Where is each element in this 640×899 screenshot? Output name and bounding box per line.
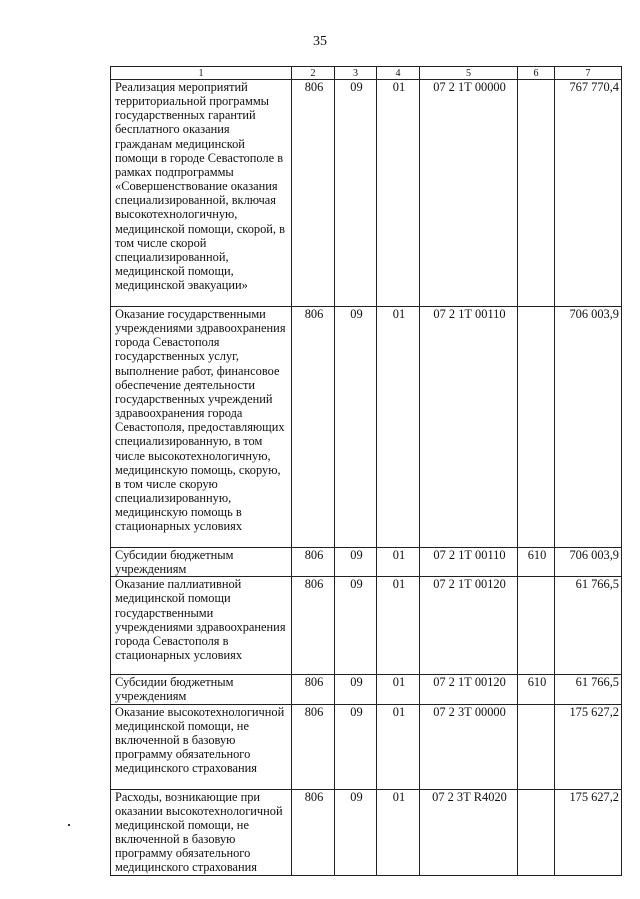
row-amount: 175 627,2 [555, 789, 622, 875]
scan-artifact-dot [68, 824, 70, 826]
header-cell-4: 4 [377, 67, 420, 80]
row-code-4: 01 [377, 789, 420, 875]
table-row [111, 577, 622, 675]
row-name: Оказание высокотехнологичной медицинской помощи, не включенной в базовую программу обязательного медицинского страхования [111, 704, 292, 789]
row-code-2: 806 [292, 675, 335, 704]
row-code-3: 09 [335, 80, 377, 307]
row-code-5: 07 2 1Т 00120 [420, 577, 518, 675]
row-code-4: 01 [377, 675, 420, 704]
row-code-5: 07 2 3Т 00000 [420, 704, 518, 789]
header-cell-3: 3 [335, 67, 377, 80]
row-code-3: 09 [335, 307, 377, 548]
row-amount: 706 003,9 [555, 548, 622, 577]
header-cell-2: 2 [292, 67, 335, 80]
row-name: Оказание паллиативной медицинской помощи государственными учреждениями здравоохранения города Севастополя в стационарных условиях [111, 577, 292, 675]
row-code-2: 806 [292, 789, 335, 875]
row-name: Оказание государственными учреждениями здравоохранения города Севастополя государственных услуг, выполнение работ, финансовое обеспечение деятельности государственных учреждений здравоохранения города Севастополя, предоставляющих специализированную, в том числе высокотехнологичную, медицинскую помощь, скорую, в том числе скорую специализированную, медицинскую помощь в стационарных условиях [111, 307, 292, 548]
row-code-4: 01 [377, 577, 420, 675]
row-code-2: 806 [292, 577, 335, 675]
table-row [111, 704, 622, 789]
row-code-5: 07 2 3Т R4020 [420, 789, 518, 875]
row-code-6 [518, 789, 555, 875]
row-code-6: 610 [518, 548, 555, 577]
table-row [111, 789, 622, 875]
row-code-6 [518, 577, 555, 675]
row-code-5: 07 2 1Т 00110 [420, 548, 518, 577]
row-code-6 [518, 704, 555, 789]
row-code-5: 07 2 1Т 00000 [420, 80, 518, 307]
row-amount: 175 627,2 [555, 704, 622, 789]
table-header-row [111, 67, 622, 80]
row-amount: 61 766,5 [555, 675, 622, 704]
row-code-4: 01 [377, 80, 420, 307]
row-code-3: 09 [335, 577, 377, 675]
table-row [111, 80, 622, 307]
table-row [111, 548, 622, 577]
row-amount: 706 003,9 [555, 307, 622, 548]
row-amount: 767 770,4 [555, 80, 622, 307]
header-cell-5: 5 [420, 67, 518, 80]
row-code-5: 07 2 1Т 00120 [420, 675, 518, 704]
row-code-5: 07 2 1Т 00110 [420, 307, 518, 548]
row-code-4: 01 [377, 307, 420, 548]
table-row [111, 675, 622, 704]
header-cell-7: 7 [555, 67, 622, 80]
table-row [111, 307, 622, 548]
row-code-2: 806 [292, 704, 335, 789]
row-code-6: 610 [518, 675, 555, 704]
row-amount: 61 766,5 [555, 577, 622, 675]
row-code-4: 01 [377, 704, 420, 789]
row-name: Расходы, возникающие при оказании высокотехнологичной медицинской помощи, не включенной в базовую программу обязательного медицинского страхования [111, 789, 292, 875]
row-name: Субсидии бюджетным учреждениям [111, 675, 292, 704]
row-code-2: 806 [292, 548, 335, 577]
row-code-4: 01 [377, 548, 420, 577]
row-code-2: 806 [292, 307, 335, 548]
header-cell-1: 1 [111, 67, 292, 80]
row-name: Реализация мероприятий территориальной программы государственных гарантий бесплатного оказания гражданам медицинской помощи в городе Севастополе в рамках подпрограммы «Совершенствование оказания специализированной, включая высокотехнологичную, медицинской помощи, скорой, в том числе скорой специализированной, медицинской помощи, медицинской эвакуации» [111, 80, 292, 307]
row-code-3: 09 [335, 789, 377, 875]
row-name: Субсидии бюджетным учреждениям [111, 548, 292, 577]
page-number: 35 [313, 34, 327, 49]
row-code-6 [518, 80, 555, 307]
row-code-3: 09 [335, 548, 377, 577]
row-code-3: 09 [335, 675, 377, 704]
budget-table [110, 66, 622, 876]
row-code-6 [518, 307, 555, 548]
row-code-2: 806 [292, 80, 335, 307]
row-code-3: 09 [335, 704, 377, 789]
header-cell-6: 6 [518, 67, 555, 80]
